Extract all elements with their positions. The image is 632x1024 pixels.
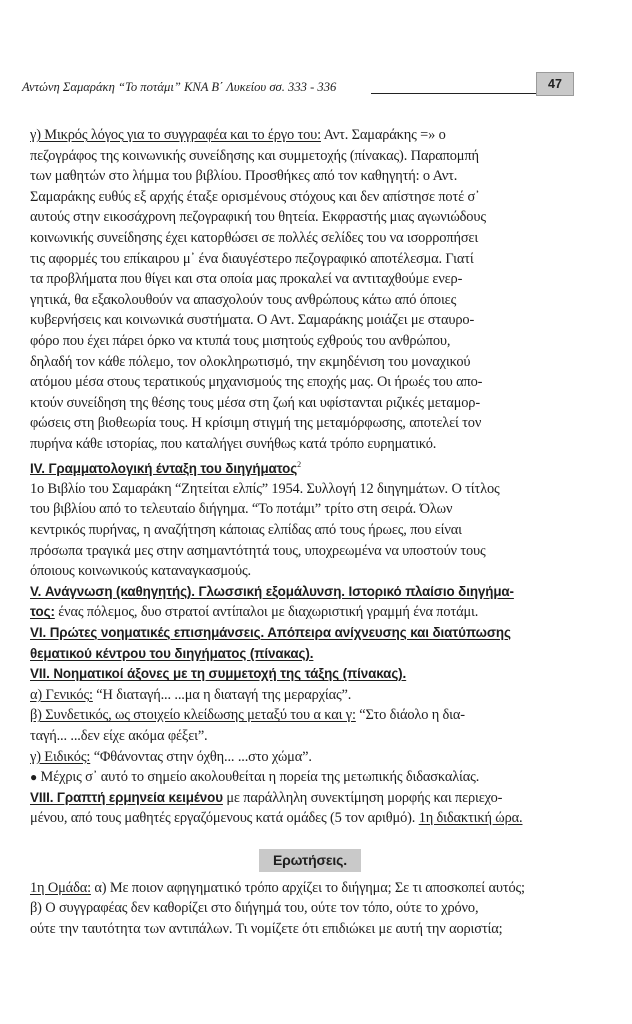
section-author-line: Σαμαράκης ευθύς εξ αρχής έταξε ορισμένους στόχους και δεν απίστησε ποτέ σ᾽ xyxy=(30,188,480,205)
footnote-mark: 2 xyxy=(297,459,301,469)
teaching-hour-label: 1η διδακτική ώρα. xyxy=(418,810,523,827)
section-v-heading xyxy=(30,582,590,603)
page-number: 47 xyxy=(536,72,574,96)
axis-specific xyxy=(30,747,590,768)
section-author-line: κτούν συνείδηση της θέσης τους μέσα στη ζωή και υφίστανται ριζικές μεταμορ- xyxy=(30,394,480,411)
group-1-label: 1η Ομάδα: xyxy=(30,879,91,896)
axis-linking-cont: ταγή... ...δεν είχε ακόμα φέξει”. xyxy=(30,728,208,745)
section-author-line: των μαθητών στο λήμμα του βιβλίου. Προσθήκες από τον καθηγητή: ο Αντ. xyxy=(30,168,458,185)
page-body xyxy=(30,125,590,939)
section-iv-line: του βιβλίου από το τελευταίο διήγημα. “Το ποτάμι” τρίτο στη σειρά. Όλων xyxy=(30,501,453,518)
section-iv-heading-line xyxy=(30,455,590,479)
section-vi-heading: VI. Πρώτες νοηματικές επισημάνσεις. Απόπειρα ανίχνευσης και διατύπωσης xyxy=(30,625,511,641)
section-iv-line: 1ο Βιβλίο του Σαμαράκη “Ζητείται ελπίς” 1954. Συλλογή 12 διηγημάτων. Ο τίτλος xyxy=(30,480,500,497)
section-author-line: φόρο που έχει πάρει όρκο να κτυπά τους μισητούς εχθρούς του ανθρώπου, xyxy=(30,332,451,349)
section-author-line: πυρήνα κάθε ιστορίας, που καταλήγει συνήθως κατά τρόπο ευρηματικό. xyxy=(30,435,437,452)
section-author-line: κοινωνικής συνείδησης έχει κατορθώσει σε πολλές σελίδες του να ισορροπήσει xyxy=(30,229,479,246)
section-author-line: τα προβλήματα που θίγει και στα οποία μας προκαλεί να αντιταχθούμε ενερ- xyxy=(30,271,463,288)
axis-general-label: α) Γενικός: xyxy=(30,686,93,703)
axis-linking xyxy=(30,705,590,726)
section-vii-heading: VII. Νοηματικοί άξονες με τη συμμετοχή της τάξης (πίνακας). xyxy=(30,666,407,682)
section-v-heading-tail: τος: xyxy=(30,604,55,620)
section-author-line: ατόμου μέσα στους τερατικούς μηχανισμούς της εποχής μας. Οι ήρωές του απο- xyxy=(30,374,483,391)
section-viii-line xyxy=(30,808,590,829)
section-first-remarks xyxy=(30,623,590,664)
section-reading xyxy=(30,582,590,623)
axis-specific-text: “Φθάνοντας στην όχθη... ...στο χώμα”. xyxy=(90,748,312,765)
section-v-line xyxy=(30,602,590,623)
axis-specific-label: γ) Ειδικός: xyxy=(30,748,91,765)
questions-title-wrap xyxy=(30,849,590,872)
axis-general-text: “Η διαταγή... ...μα η διαταγή της μεραρχίας”. xyxy=(92,686,352,703)
section-iv-line: όποιους κοινωνικούς καταναγκασμούς. xyxy=(30,563,251,580)
bullet-icon: ● xyxy=(30,770,38,785)
running-header xyxy=(22,72,574,100)
axis-linking-label: β) Συνδετικός, ως στοιχείο κλείδωσης μεταξύ του α και γ: xyxy=(30,707,356,724)
section-v-heading-text: V. Ανάγνωση (καθηγητής). Γλωσσική εξομάλυνση. Ιστορικό πλαίσιο διηγήμα- xyxy=(30,583,514,599)
section-iv-line: κεντρικός πυρήνας, η αναζήτηση κάποιας ελπίδας από τους ήρωες, που είναι xyxy=(30,522,462,539)
section-viii-text: με παράλληλη συνεκτίμηση μορφής και περιεχο- xyxy=(222,789,503,806)
questions-group-1 xyxy=(30,878,590,940)
section-vi-heading-line xyxy=(30,623,590,644)
header-rule xyxy=(371,93,540,94)
section-author xyxy=(30,125,590,455)
section-author-line: τις αφορμές του επίκαιρου μ᾽ ένα διαυγέστερο πεζογραφικό αποτέλεσμα. Γιατί xyxy=(30,250,474,267)
section-author-line: γητικά, θα εξακολουθούν να απασχολούν τους ανθρώπους κάτω από όποιες xyxy=(30,291,457,308)
section-author-line: αυτούς στην εικοσάχρονη πεζογραφική του θητεία. Εκφραστής μιας αγωνιώδους xyxy=(30,209,486,226)
section-author-line: δηλαδή τον κάθε πόλεμο, τον ολοκληρωτισμό, την εκμηδένιση του μοναχικού xyxy=(30,353,471,370)
section-author-text: Αντ. Σαμαράκης =» ο xyxy=(320,127,446,143)
question-a: α) Με ποιον αφηγηματικό τρόπο αρχίζει το διήγημα; Σε τι αποσκοπεί αυτός; xyxy=(90,879,525,896)
section-viii-heading: VIII. Γραπτή ερμηνεία κειμένου xyxy=(30,789,223,805)
axis-linking-text: “Στο διάολο η δια- xyxy=(355,707,465,724)
frontal-teaching-text: Μέχρις σ᾽ αυτό το σημείο ακολουθείται η πορεία της μετωπικής διδασκαλίας. xyxy=(37,769,480,786)
section-author-line-0 xyxy=(30,125,590,146)
section-author-heading: γ) Μικρός λόγος για το συγγραφέα και το έργο του: xyxy=(30,127,321,143)
question-line xyxy=(30,878,590,899)
running-title: Αντώνη Σαμαράκη “Το ποτάμι” ΚΝΑ Β΄ Λυκείου σσ. 333 - 336 xyxy=(22,80,337,94)
section-author-line: πεζογράφος της κοινωνικής συνείδησης και συμμετοχής (πίνακας). Παραπομπή xyxy=(30,147,479,164)
section-vii-heading-line xyxy=(30,664,590,685)
section-vi-heading-tail: θεματικού κέντρου του διηγήματος (πίνακας). xyxy=(30,645,314,661)
section-written-interpretation xyxy=(30,788,590,829)
question-b: β) Ο συγγραφέας δεν καθορίζει στο διήγημά του, ούτε τον τόπο, ούτε το χρόνο, xyxy=(30,900,479,917)
section-vi-heading-line xyxy=(30,644,590,665)
questions-title: Ερωτήσεις. xyxy=(259,849,361,872)
section-iv-line: πρόσωπα τραγικά μες στην ασημαντότητά τους, υποχρεωμένα να υποστούν τους xyxy=(30,542,486,559)
section-viii-line xyxy=(30,788,590,809)
section-author-line: φώσεις στη βιοθεωρία τους. Η κρίσιμη στιγμή της μεταμόρφωσης, αποτελεί τον xyxy=(30,415,482,432)
question-b-cont: ούτε την ταυτότητα των αντιπάλων. Τι νομίζετε ότι επιδιώκει με αυτή την αοριστία; xyxy=(30,920,503,937)
section-iv-heading: IV. Γραμματολογική ένταξη του διηγήματος xyxy=(30,460,298,476)
section-literary-placement xyxy=(30,455,590,582)
section-axes xyxy=(30,664,590,788)
frontal-teaching-note xyxy=(30,767,590,788)
axis-general xyxy=(30,685,590,706)
section-author-line: κυβερνήσεις και κοινωνικά συστήματα. Ο Αντ. Σαμαράκης μοιάζει με σταυρο- xyxy=(30,312,475,329)
section-v-text: ένας πόλεμος, δυο στρατοί αντίπαλοι με διαχωριστική γραμμή ένα ποτάμι. xyxy=(54,604,479,621)
section-viii-text-cont: μένου, από τους μαθητές εργαζόμενους κατά ομάδες (5 τον αριθμό). xyxy=(30,810,416,827)
